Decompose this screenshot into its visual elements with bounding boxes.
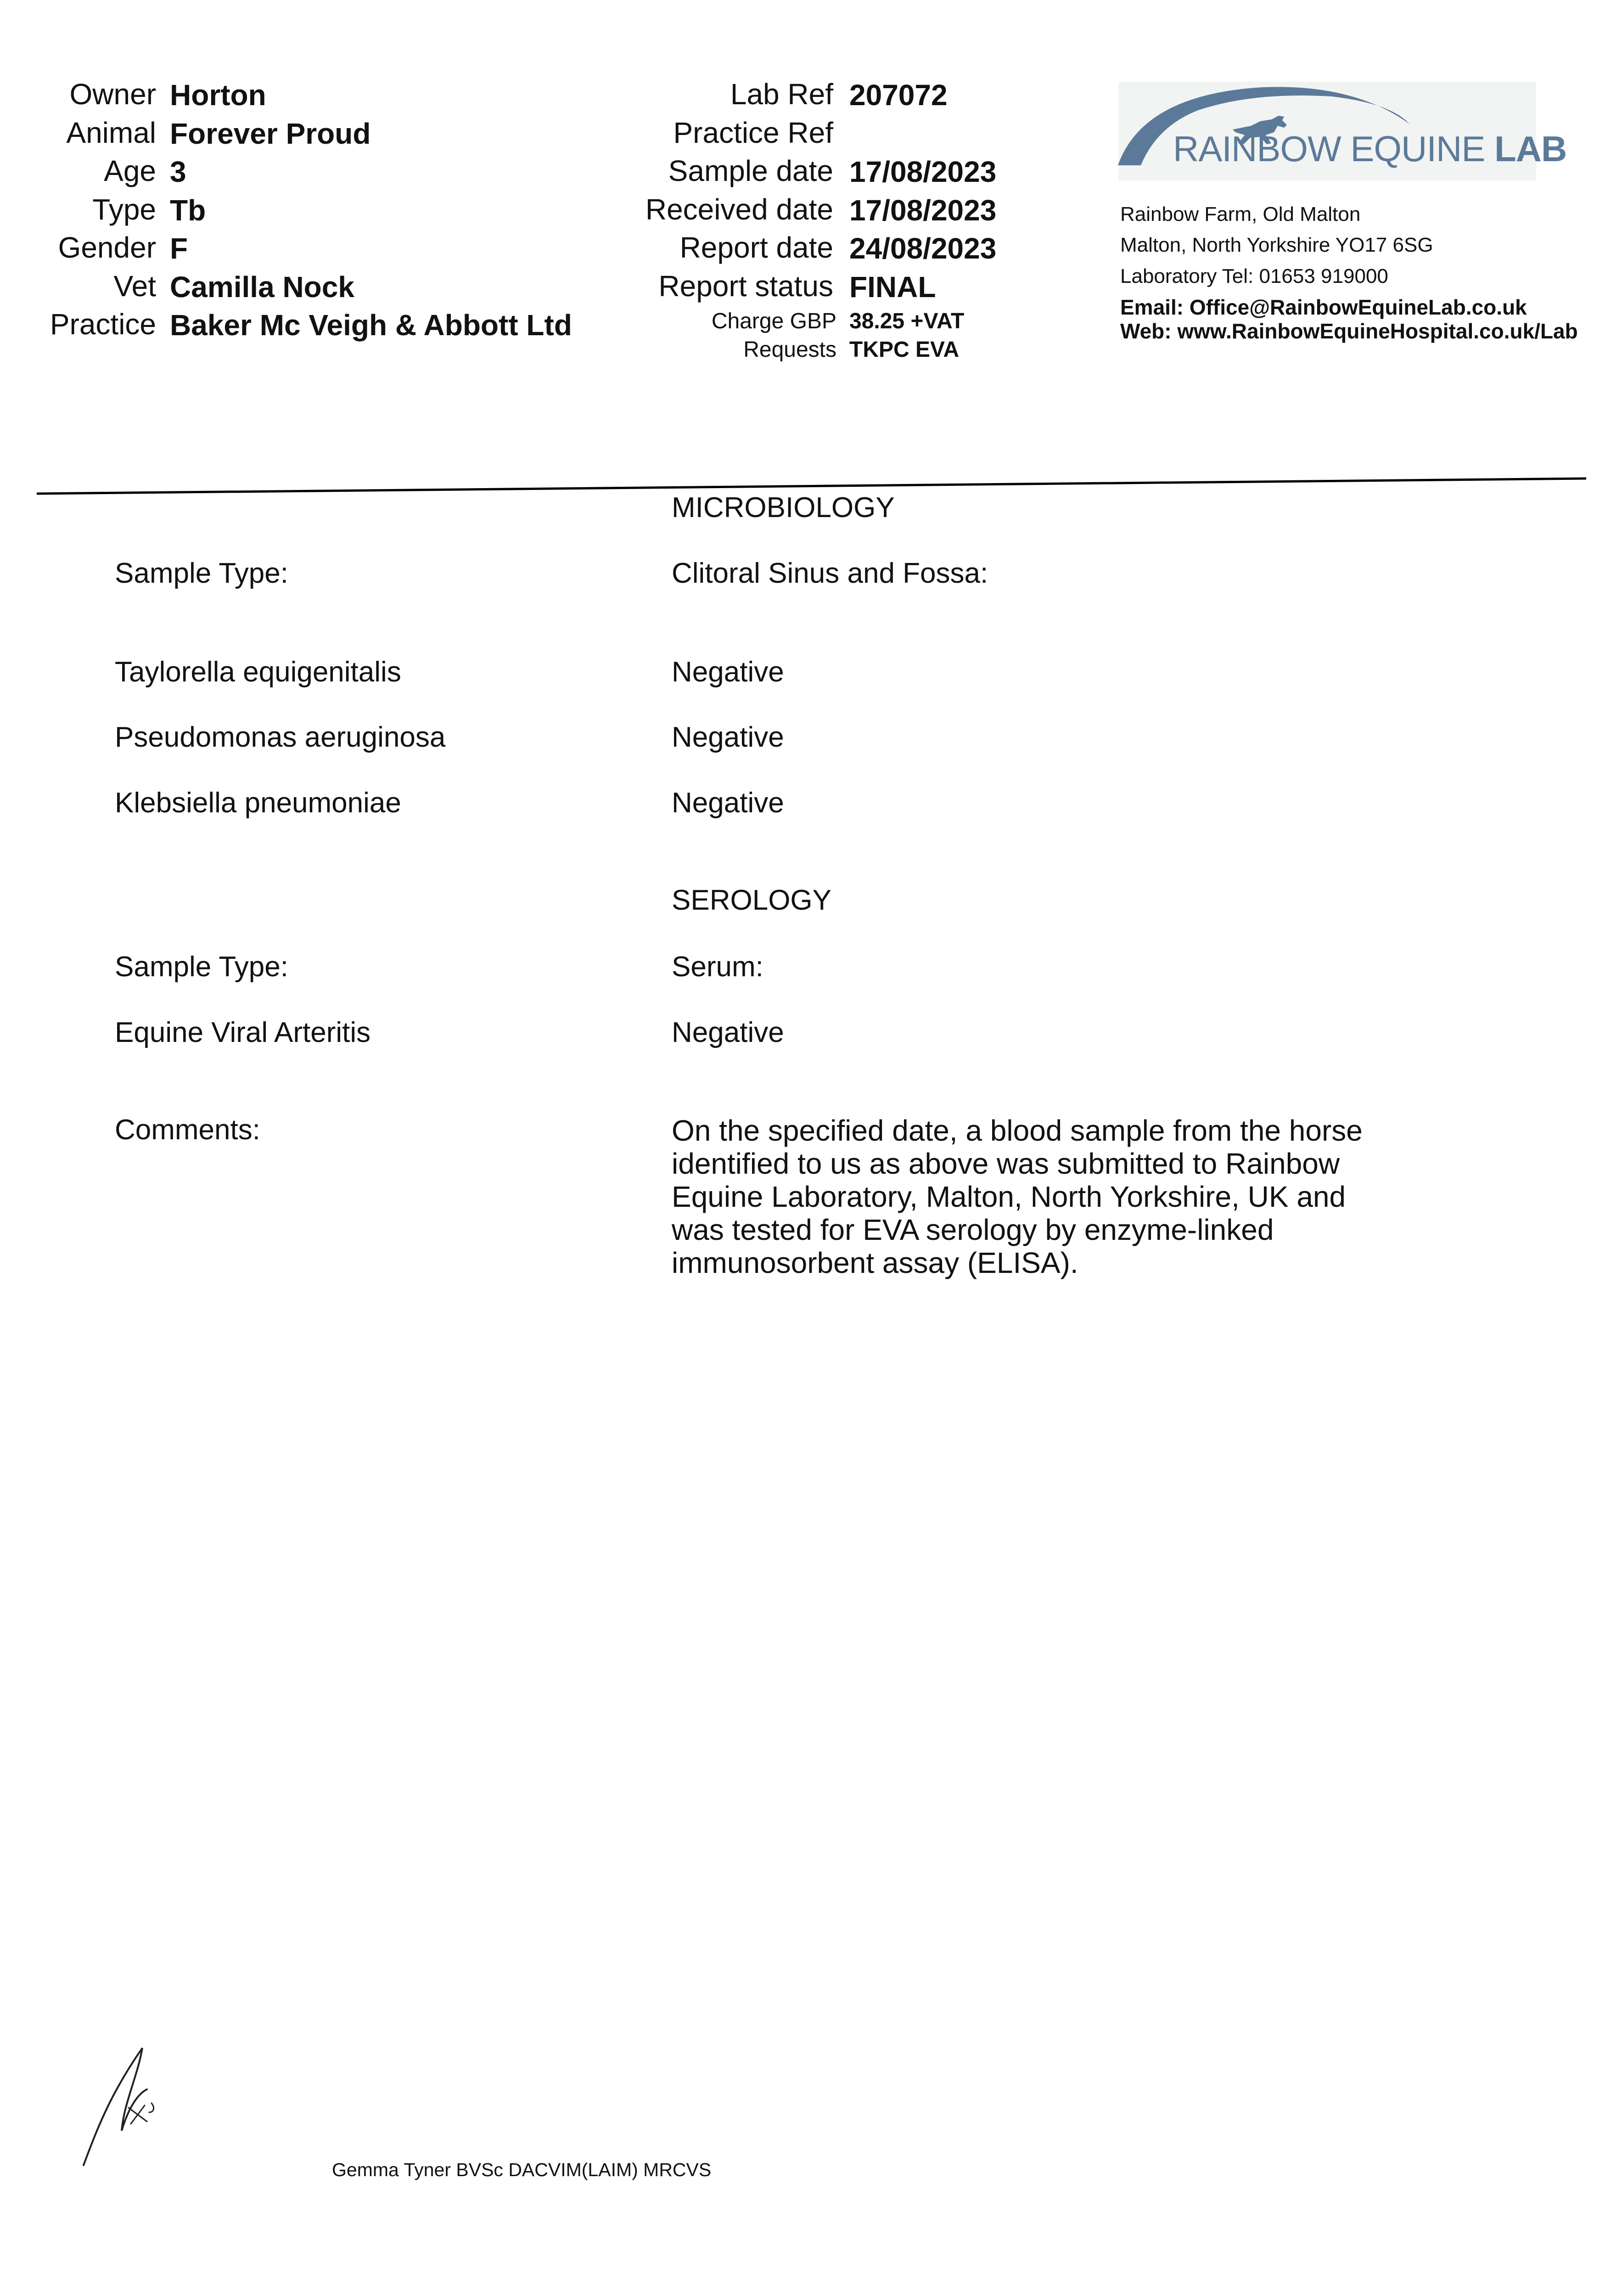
lab-address-line2: Malton, North Yorkshire YO17 6SG — [1120, 234, 1433, 256]
owner-label: Owner — [69, 78, 156, 111]
test-name: Klebsiella pneumoniae — [115, 787, 401, 819]
charge-label: Charge GBP — [711, 309, 836, 333]
test-result: Negative — [672, 721, 784, 753]
lab-email[interactable]: Email: Office@RainbowEquineLab.co.uk — [1120, 295, 1527, 319]
micro-sample-type-value: Clitoral Sinus and Fossa: — [672, 557, 988, 589]
vet-label: Vet — [113, 270, 156, 303]
test-result: Negative — [672, 787, 784, 819]
logo-text — [1173, 131, 1566, 167]
owner-value: Horton — [170, 79, 266, 112]
sample-date-label: Sample date — [668, 154, 833, 187]
gender-value: F — [170, 232, 188, 265]
lab-tel: Laboratory Tel: 01653 919000 — [1120, 265, 1388, 287]
comments-text: On the specified date, a blood sample from the horse identified to us as above was submitted to Rainbow Equine Laboratory, Malton, North Yorkshire, UK and was tested for EVA serology by enzyme-linked immunosorbent assay (ELISA). — [672, 1114, 1363, 1279]
animal-value: Forever Proud — [170, 117, 371, 150]
lab-ref-label: Lab Ref — [730, 78, 833, 111]
type-value: Tb — [170, 194, 206, 227]
logo-text-light: RAINBOW EQUINE — [1173, 129, 1485, 169]
type-label: Type — [92, 193, 156, 226]
micro-sample-type-label: Sample Type: — [115, 557, 288, 589]
gender-label: Gender — [58, 231, 156, 264]
microbiology-title: MICROBIOLOGY — [672, 492, 895, 523]
sero-sample-type-label: Sample Type: — [115, 951, 288, 983]
report-status-label: Report status — [658, 270, 833, 303]
age-label: Age — [104, 154, 156, 187]
test-result: Negative — [672, 1017, 784, 1048]
received-date-value: 17/08/2023 — [849, 194, 997, 227]
animal-label: Animal — [66, 116, 156, 149]
practice-label: Practice — [50, 308, 156, 341]
test-name: Taylorella equigenitalis — [115, 656, 401, 688]
requests-value: TKPC EVA — [849, 338, 960, 362]
test-name: Pseudomonas aeruginosa — [115, 721, 446, 753]
lab-web[interactable]: Web: www.RainbowEquineHospital.co.uk/Lab — [1120, 319, 1578, 343]
sero-sample-type-value: Serum: — [672, 951, 763, 983]
age-value: 3 — [170, 155, 186, 188]
vet-value: Camilla Nock — [170, 270, 354, 304]
practice-value: Baker Mc Veigh & Abbott Ltd — [170, 309, 572, 342]
practice-ref-label: Practice Ref — [673, 116, 833, 149]
report-date-value: 24/08/2023 — [849, 232, 997, 265]
signer-name: Gemma Tyner BVSc DACVIM(LAIM) MRCVS — [332, 2159, 712, 2180]
lab-ref-value: 207072 — [849, 79, 948, 112]
lab-address-line1: Rainbow Farm, Old Malton — [1120, 203, 1361, 225]
charge-value: 38.25 +VAT — [849, 309, 965, 333]
report-date-label: Report date — [679, 231, 833, 264]
logo-text-bold: LAB — [1494, 129, 1567, 169]
received-date-label: Received date — [645, 193, 833, 226]
test-result: Negative — [672, 656, 784, 688]
serology-title: SEROLOGY — [672, 884, 831, 916]
sample-date-value: 17/08/2023 — [849, 155, 997, 188]
test-name: Equine Viral Arteritis — [115, 1017, 371, 1048]
report-status-value: FINAL — [849, 270, 936, 304]
signature-image — [73, 2039, 184, 2177]
requests-label: Requests — [743, 338, 836, 362]
comments-label: Comments: — [115, 1114, 260, 1146]
